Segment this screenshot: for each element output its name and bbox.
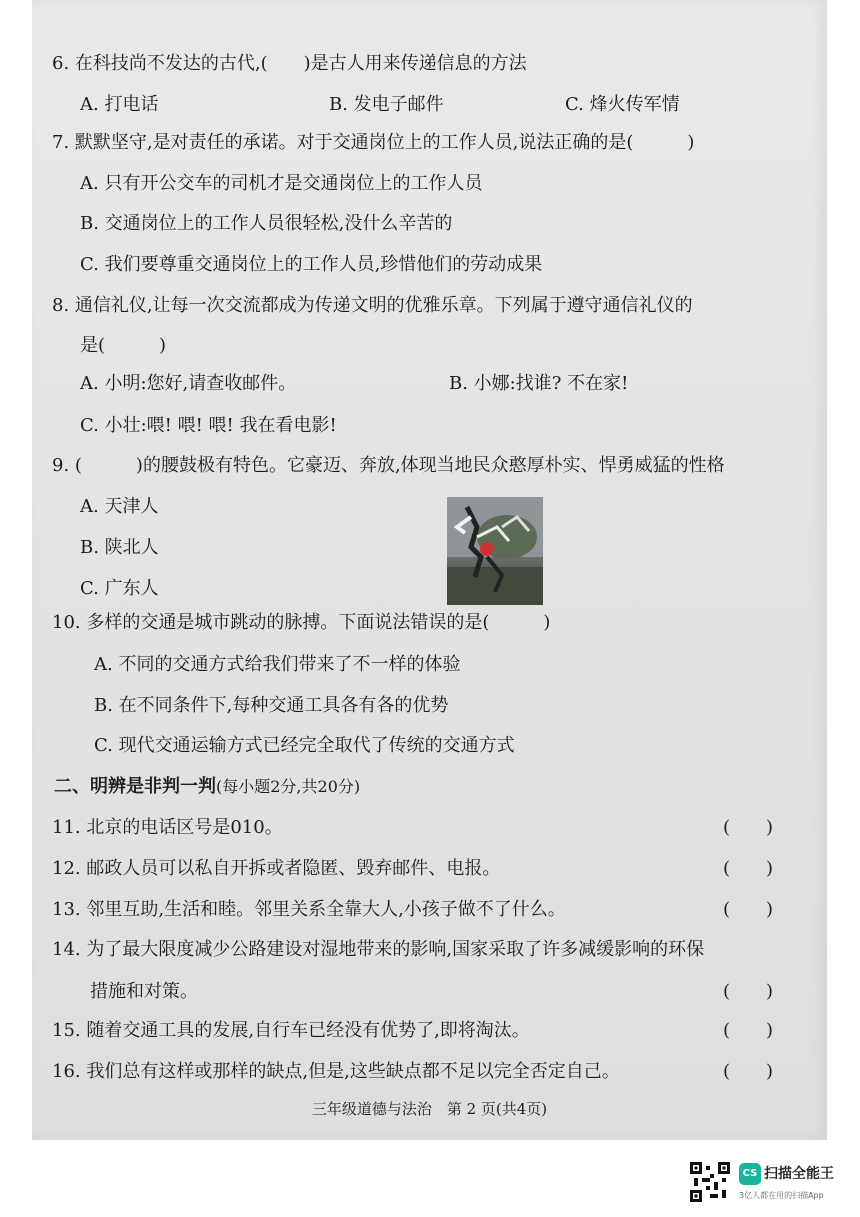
question-8-stem-cont: 是( ) (80, 335, 167, 356)
question-8-option-b: B. 小娜:找谁? 不在家! (449, 373, 629, 394)
question-7-option-b: B. 交通岗位上的工作人员很轻松,没什么辛苦的 (80, 213, 453, 234)
question-6-option-a: A. 打电话 (80, 94, 159, 115)
question-7-option-a: A. 只有开公交车的司机才是交通岗位上的工作人员 (80, 173, 483, 194)
question-10-option-c: C. 现代交通运输方式已经完全取代了传统的交通方式 (94, 735, 515, 756)
question-10-option-b: B. 在不同条件下,每种交通工具各有各的优势 (94, 695, 449, 716)
question-10-stem: 10. 多样的交通是城市跳动的脉搏。下面说法错误的是( ) (52, 612, 551, 633)
section-2-heading (54, 775, 360, 799)
question-9-option-b: B. 陕北人 (80, 537, 159, 558)
judgement-13: 13. 邻里互助,生活和睦。邻里关系全靠大人,小孩子做不了什么。 (52, 899, 566, 920)
judgement-12-answer-blank[interactable]: ( ) (722, 858, 773, 879)
question-6-stem-b: )是古人用来传递信息的方法 (303, 53, 527, 74)
question-7-option-c: C. 我们要尊重交通岗位上的工作人员,珍惜他们的劳动成果 (80, 254, 543, 275)
question-6 (52, 52, 527, 76)
question-6-option-c: C. 烽火传军情 (565, 94, 680, 115)
waist-drum-dancer-image (447, 497, 543, 605)
scanner-brand-name: 扫描全能王 (764, 1166, 834, 1182)
question-8-option-c: C. 小壮:喂! 喂! 喂! 我在看电影! (80, 415, 337, 436)
question-9-option-a: A. 天津人 (80, 496, 159, 517)
question-9-option-c: C. 广东人 (80, 578, 159, 599)
question-9-stem: 9. ( )的腰鼓极有特色。它豪迈、奔放,体现当地民众憨厚朴实、悍勇威猛的性格 (52, 455, 725, 476)
judgement-15: 15. 随着交通工具的发展,自行车已经没有优势了,即将淘汰。 (52, 1020, 530, 1041)
judgement-12: 12. 邮政人员可以私自开拆或者隐匿、毁弃邮件、电报。 (52, 858, 501, 879)
question-6-stem-a: 6. 在科技尚不发达的古代,( (52, 53, 268, 74)
judgement-14-cont: 措施和对策。 (90, 981, 198, 1002)
question-10-option-a: A. 不同的交通方式给我们带来了不一样的体验 (94, 654, 461, 675)
judgement-16: 16. 我们总有这样或那样的缺点,但是,这些缺点都不足以完全否定自己。 (52, 1061, 620, 1082)
waist-drum-photo (447, 497, 543, 605)
qr-code-icon (690, 1162, 730, 1202)
section-2-note: (每小题2分,共20分) (216, 777, 361, 796)
judgement-11-answer-blank[interactable]: ( ) (722, 817, 773, 838)
page-footer: 三年级道德与法治 第 2 页(共4页) (311, 1100, 548, 1118)
question-6-option-b: B. 发电子邮件 (329, 94, 444, 115)
judgement-15-answer-blank[interactable]: ( ) (722, 1020, 773, 1041)
question-8-option-a: A. 小明:您好,请查收邮件。 (80, 373, 297, 394)
scanner-tagline: 3亿人都在用的扫描App (739, 1191, 824, 1200)
judgement-11: 11. 北京的电话区号是010。 (52, 817, 283, 838)
judgement-14: 14. 为了最大限度减少公路建设对湿地带来的影响,国家采取了许多减缓影响的环保 (52, 939, 705, 960)
judgement-14-answer-blank[interactable]: ( ) (722, 981, 773, 1002)
question-8-stem: 8. 通信礼仪,让每一次交流都成为传递文明的优雅乐章。下列属于遵守通信礼仪的 (52, 295, 693, 316)
camscanner-logo-icon: CS (739, 1163, 761, 1185)
section-2-title: 二、明辨是非判一判 (54, 776, 216, 797)
judgement-13-answer-blank[interactable]: ( ) (722, 899, 773, 920)
exam-page (32, 0, 827, 1140)
judgement-16-answer-blank[interactable]: ( ) (722, 1061, 773, 1082)
question-7-stem: 7. 默默坚守,是对责任的承诺。对于交通岗位上的工作人员,说法正确的是( ) (52, 132, 695, 153)
